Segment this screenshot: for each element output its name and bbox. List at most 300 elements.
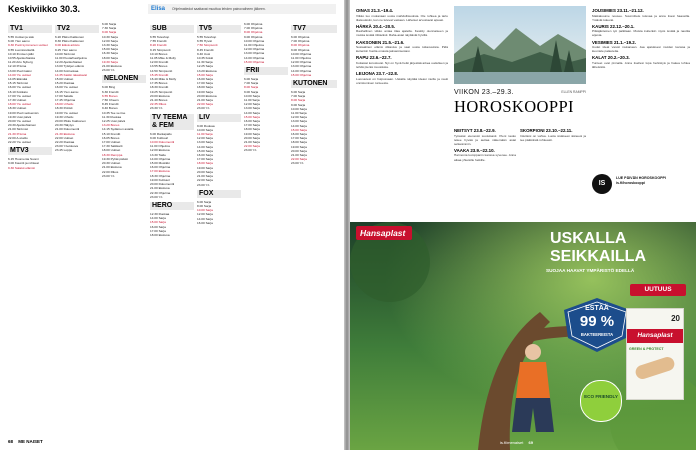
listing-item: 10.00 Sarja	[244, 93, 260, 98]
listing-item: 13.30 Sarja	[102, 43, 118, 48]
listing-item: 19.00 Sarja	[197, 89, 213, 94]
listing-item: 9.30 Puoli kymmenen uutiset	[8, 43, 48, 48]
new-label: UUTUUS	[644, 286, 672, 293]
listing-item: 16.30 Sarja	[102, 51, 118, 56]
sign-title: VESIMIES 21.1.–19.2.	[592, 39, 636, 45]
ad-brand: Hansaplast	[360, 228, 406, 238]
listing-item: 16.00 Yle uutiset	[55, 85, 78, 90]
listing-item: 22.00 Sarja	[197, 178, 213, 183]
product-box-brand-band	[627, 329, 683, 343]
channel-header-tv7: TV7	[291, 25, 337, 33]
listing-item: 22.30 Ohjelma	[150, 190, 171, 195]
elisa-logo: Elisa	[151, 6, 166, 12]
sign-text: Harmonia kumppanin kanssa syvenee. Anna aikaa yhteisille hetkille.	[454, 153, 516, 162]
listing-column-3	[102, 22, 146, 436]
channel-listings-tv1	[8, 35, 52, 144]
sign-title: VAAKA 23.9.–22.10.	[454, 147, 495, 153]
listing-item: 9.25 Ylen aamu	[55, 47, 77, 52]
listing-item: 23.00 Yö	[197, 106, 210, 111]
listing-item: 13.00 Ohjelma	[291, 64, 312, 69]
listing-item: 22.00 Sarja	[291, 157, 307, 162]
notice-text: Ohjelmatiedot saattavat muuttua lehden painovaiheen jälkeen.	[172, 7, 266, 11]
channel-header-kutonen: KUTONEN	[291, 80, 337, 88]
listing-item: 14.50 Simpsonit	[150, 68, 173, 73]
listing-item: 10.00 Ohjelma	[244, 38, 265, 43]
listing-item: 11.30 Ruokaa	[102, 114, 122, 119]
product-brand: Hansaplast	[637, 332, 673, 339]
listing-item: 20.00 Dokumentti	[150, 182, 175, 187]
listing-item: 23.30 Yö	[150, 106, 163, 111]
listing-item: 14.15 Sydämen asialla	[102, 127, 134, 132]
channel-listings-frii	[244, 77, 288, 153]
horoscope-column-middle-b	[520, 126, 586, 218]
listing-item: 17.30 Salkkarit	[102, 144, 123, 149]
listing-item: 11.00 Puutarhaohjelma	[55, 56, 87, 61]
listing-item: 17.35 Bones	[150, 81, 168, 86]
listing-item: 19.30 Uusi päivä	[8, 114, 32, 119]
listing-item: 23.00 Yöelokuva	[55, 144, 78, 149]
listing-item: 15.10 Frendit	[102, 131, 121, 136]
sign-text: Rauhallinen viikko antaa tilaa ajatella. Keskity olennaiseen ja muista levätä riittävästi. Raha-asiat näyttävät hyviltä.	[356, 29, 448, 38]
listing-item: 12.25 Sarja	[197, 64, 213, 69]
listing-item: 6.00 Sarja	[102, 22, 117, 26]
sign-title: RAPU 22.6.–22.7.	[356, 55, 392, 61]
listing-item: 11.00 Sarja	[291, 111, 307, 116]
listing-item: 9.55 Luontoretkellä	[8, 47, 35, 52]
sign-text: Sosiaalinen elämä vilkastuu ja saat uusia tuttavuuksia. Pidä kuitenkin huolta omasta jaksamisestasi.	[356, 45, 448, 54]
listing-item: 17.45 Ohjelma	[55, 98, 76, 103]
channel-header-hero: HERO	[150, 202, 194, 210]
listing-item: 16.00 Sarja	[197, 220, 213, 225]
listing-item: 6.00 Sarja	[244, 77, 259, 82]
sign-text: Tunteet ovat pinnalla. Anna itsellesi lupa herkistyä ja hakea lohtua läheisistä.	[592, 60, 690, 70]
listing-item: 16.00 Ohjelma	[150, 165, 171, 170]
channel-listings-kutonen	[291, 90, 337, 166]
listing-item: 20.00 Yle uutiset	[8, 119, 31, 124]
listing-item: 10.00 Dokumentti	[150, 140, 175, 145]
listing-item: 16.00 Sarja	[150, 224, 166, 229]
listing-item: 22.00 A-studio	[8, 135, 28, 140]
listing-item: 5.55 Uutiset ja sää	[8, 35, 34, 39]
channel-header-fox: FOX	[197, 190, 241, 198]
channel-header-tv2: TV2	[55, 25, 99, 33]
listing-item: 20.00 Elokuva	[197, 93, 217, 98]
listing-item: 16.00 Sarja	[291, 132, 307, 137]
claim-percentage: 99 %	[579, 313, 615, 330]
listing-item: 7.00 Sarja	[244, 81, 259, 86]
listing-item: 7.55 Frendit	[150, 39, 167, 44]
listing-item: 14.00 Sarja	[291, 123, 307, 128]
listing-item: 10.00 Sarja	[197, 127, 213, 132]
listing-item: 18.00 Urheilu	[55, 102, 74, 107]
listing-item: 19.30 Urheilu	[55, 114, 74, 119]
listing-item: 12.00 Sarja	[291, 115, 307, 120]
horoscope-title: HOROSKOOPPI	[454, 97, 574, 116]
page-footer-right	[500, 440, 533, 446]
listing-item: 17.00 Elokuva	[150, 169, 170, 174]
listing-item: 23.00 Yö	[150, 194, 163, 199]
listing-item: 11.00 Ohjelma	[291, 56, 311, 61]
is-logo: IS	[592, 174, 612, 194]
listing-item: 16.10 Kotikatu	[8, 89, 28, 94]
listing-item: 18.00 Elokuva	[150, 232, 170, 237]
listing-item: 12.00 Elokuva	[150, 148, 170, 153]
listing-item: 10.30 Sarja	[102, 34, 118, 39]
listing-item: 9.00 Ruokaa	[197, 123, 215, 128]
listing-item: 15.45 Frendit	[150, 72, 169, 77]
listing-item: 17.00 Sarja	[150, 228, 166, 233]
channel-header-liv: LIV	[197, 114, 241, 122]
sign-text: Luovuutesi on huipussaan. Uskalla näyttää ideasi muille ja nauti onnistumisen tunteesta.	[356, 76, 448, 85]
channel-header-frii: FRII	[244, 67, 288, 75]
listing-item: 20.30 Ajankohtainen	[8, 123, 37, 128]
listing-item: 13.20 Elokuva	[197, 68, 217, 73]
page-number-right: 69	[528, 440, 533, 445]
listing-item: 23.00 Yö	[244, 148, 257, 153]
listing-item: 18.30 Frendit	[150, 85, 169, 90]
listing-item: 11.00 Sarja	[244, 98, 260, 103]
listing-item: 9.00 Ohjelma	[291, 47, 310, 52]
listing-item: 20.30 Hälytys	[55, 123, 74, 128]
listing-item: 15.00 Sarja	[291, 127, 307, 132]
listing-item: 15.00 Sarja	[102, 47, 118, 52]
listing-item: 16.00 Sarja	[197, 77, 213, 82]
horoscope-page	[350, 0, 696, 450]
new-product-badge	[630, 284, 686, 296]
listing-item: 15.00 Ohjelma	[244, 59, 265, 64]
listing-item: 6.00 Rantapallo	[150, 131, 172, 136]
listing-item: 8.20 Frendit	[150, 43, 167, 48]
listing-item: 18.00 Uutiset	[102, 148, 121, 153]
listing-item: 7.00 Ohjelma	[291, 39, 310, 44]
listing-item: 17.00 Sarja	[197, 81, 213, 86]
listing-item: 6.30 Frendit	[102, 89, 119, 94]
listing-item: 6.00 Sarja	[291, 90, 306, 95]
listing-item: 7.00 Ohjelma	[244, 26, 263, 31]
listing-item: 6.00 Ylen aamu	[8, 39, 30, 44]
listing-item: 17.00 Uutiset	[102, 140, 121, 145]
listing-item: 12.00 Ohjelma	[291, 60, 312, 65]
listing-item: 15.00 Musiikki	[150, 161, 170, 166]
listing-item: 21.00 Sarja	[244, 140, 260, 145]
listing-item: 15.00 Sarja	[197, 148, 213, 153]
channel-listings-tv-teema-fem	[150, 132, 194, 199]
listing-item: 10.35 Tee se itse	[102, 110, 126, 115]
channel-listings-tv2	[55, 35, 99, 153]
product-box	[626, 308, 684, 400]
listing-item: 14.00 Sarja	[244, 110, 260, 115]
listing-item: 12.30 Ruokaa	[150, 211, 170, 216]
listing-item: 6.15 Huomenta Suomi	[8, 157, 39, 162]
hansaplast-ad[interactable]	[350, 222, 696, 450]
listing-item: 18.00 Yle uutiset	[8, 102, 31, 107]
channel-listings-tv2-continued	[102, 22, 146, 72]
listing-item: 21.00 Elokuva	[150, 186, 170, 191]
channel-header-sub: SUB	[150, 25, 194, 33]
listing-item: 12.25 Uusi päivä	[102, 119, 126, 124]
listing-item: 19.25 Simpsonit	[150, 89, 173, 94]
listing-item: 9.00 Ohjelma	[244, 34, 263, 39]
sign-text: Uudet ideat vievät mukanaan. Jaa ajatuksesi muiden kanssa ja kuuntele palautetta.	[592, 45, 690, 54]
tv-listings-page	[0, 0, 344, 450]
listing-column-1	[8, 22, 52, 436]
listing-item: 10.35 Kokki	[197, 56, 214, 61]
channel-header-mtv3: MTV3	[8, 147, 52, 155]
listing-item: 13.00 Sarja	[291, 119, 307, 124]
listing-item: 21.40 Bones	[150, 98, 168, 103]
channel-listings-hero	[150, 212, 194, 237]
listing-item: 19.30 Pyhät päivät	[102, 156, 128, 161]
channel-header-tv1: TV1	[8, 25, 52, 33]
eco-friendly-badge	[580, 380, 622, 422]
channel-listings-tv7	[291, 35, 337, 77]
listing-item: 13.55 Bones	[150, 64, 168, 69]
listing-item: 20.30 Uutiset	[102, 161, 121, 166]
listing-item: 11.00 Ohjelma	[150, 144, 170, 149]
listing-item: 14.00 Sarja	[197, 216, 213, 221]
listing-item: 21.00 Sarja	[197, 174, 213, 179]
listing-item: 12.10 Prisma	[8, 64, 27, 69]
channel-listings-liv	[197, 124, 241, 187]
listing-item: 21.00 Sarja	[291, 153, 307, 158]
listing-item: 13.30 Taide	[150, 152, 166, 157]
listing-item: 21.00 Strömsö	[8, 127, 29, 132]
sign-text: Viikko tuo mukanaan uusia mahdollisuuksia. Ole rohkea ja tartu tilaisuuksiin, kun ne tulevat vastaan. Läheiset arvostavat apuasi.	[356, 13, 448, 22]
listing-item: 16.15 Ylen aamu	[55, 89, 79, 94]
listing-item: 6.55 Teleshop	[150, 35, 170, 39]
product-line: GREEN & PROTECT	[629, 347, 664, 351]
listing-item: 9.40 Bones	[102, 106, 118, 111]
listing-item: 14.00 Sarja	[150, 216, 166, 221]
listing-item: 18.00 Sarja	[197, 161, 213, 166]
listing-item: 14.05 Elämää	[8, 77, 28, 82]
listing-item: 14.00 Sarja	[197, 144, 213, 149]
listing-item: 6.00 Ohjelma	[291, 35, 310, 39]
listing-item: 6.55 Bones	[102, 93, 118, 98]
sign-title: JOUSIMIES 23.11.–21.12.	[592, 8, 644, 13]
listing-item: 23.00 Yö	[102, 68, 115, 73]
ad-subline: SUOJAA HAAVAT YMPÄRISTÖ EDELLÄ	[546, 268, 635, 273]
listing-item: 9.00 Kauniit ja rohkeat	[8, 161, 39, 166]
channel-listings-fox	[197, 200, 241, 225]
listing-item: 22.00 Rikos	[102, 169, 119, 174]
listing-item: 19.30 Sarja	[102, 59, 118, 64]
listing-item: 8.00 Ohjelma	[244, 30, 263, 35]
listing-item: 10.55 Ajankohtaista	[8, 56, 36, 61]
listing-item: 9.15 Simpsonit	[150, 47, 171, 52]
page-footer-left	[8, 439, 43, 445]
listing-item: 12.00 Sarja	[244, 102, 260, 107]
listing-item: 19.00 Sarja	[291, 144, 307, 149]
horoscope-column-right	[592, 6, 690, 166]
listing-item: 15.00 Sarja	[150, 220, 166, 225]
sign-text: Pitkäjänteinen työ palkitaan. Muista kuitenkin myös levätä ja nauttia arjesta.	[592, 29, 690, 38]
ad-headline: USKALLA SEIKKAILLA	[550, 230, 646, 265]
listing-item: 14.35 Kaikki rakastavat	[55, 72, 87, 77]
listing-item: 10.00 Strömsö	[55, 51, 76, 56]
listing-item: 16.40 Mike & Molly	[150, 77, 177, 82]
landscape-photo	[454, 6, 586, 84]
sign-text: Työasiat etenevät suotuisasti. Pieni tauko tekee hyvää ja auttaa näkemään asiat selkeämmin.	[454, 133, 516, 146]
listing-item: 12.00 Ohjelma	[244, 47, 265, 52]
promo-text: LUE PÄIVÄN HOROSKOOPPI is.fi/horoskooppi	[616, 176, 666, 185]
sign-title: LEIJONA 23.7.–22.8.	[356, 71, 399, 77]
listing-item: 6.20 Pikku Kakkonen	[55, 35, 85, 39]
listing-item: 8.45 Frendit	[197, 47, 214, 52]
sign-text: Intuitiosi on vahva. Luota sisäiseen ääneesi ja tee päätöksiä rohkeasti.	[520, 133, 586, 142]
listing-item: 9.00 Sarja	[291, 102, 306, 107]
ad-brand-banner	[356, 226, 412, 240]
listing-item: 15.00 Sarja	[197, 72, 213, 77]
listing-item: 17.00 Sarja	[197, 157, 213, 162]
listing-item: 17.30 Uutiset	[8, 98, 27, 103]
listing-item: 23.45 Loppu	[55, 148, 73, 153]
listing-item: 18.00 Sarja	[291, 140, 307, 145]
listing-item: 18.30 Poliisit	[55, 106, 73, 111]
listing-item: 15.00 Sarja	[244, 114, 260, 119]
page-number-left: 68	[8, 439, 14, 444]
listing-item: 12.00 Frendit	[150, 60, 169, 65]
listing-item: 19.00 Sarja	[197, 165, 213, 170]
listing-item: 21.00 Dokumentti	[55, 127, 80, 132]
channel-listings-mtv3	[8, 157, 52, 170]
claim-top: ESTÄÄ	[585, 305, 609, 312]
listing-item: 13.00 Sarja	[197, 140, 213, 145]
channel-listings-tv5	[197, 35, 241, 111]
listing-item: 12.00 Sarja	[197, 136, 213, 141]
channel-header-tv5: TV5	[197, 25, 241, 33]
listing-item: 10.00 Sarja	[197, 208, 213, 213]
listing-item: 13.00 Puoli kaksi	[8, 68, 32, 73]
listing-item: 16.00 Sarja	[197, 153, 213, 158]
page-title: Keskiviikko 30.3.	[8, 4, 81, 14]
listing-item: 9.00 Elävä arkisto	[55, 43, 80, 48]
listing-item: 9.00 Sarja	[244, 89, 259, 94]
channel-listings-tv5-continued	[244, 22, 288, 64]
listing-item: 7.30 Sarja	[102, 26, 117, 31]
listing-item: 14.00 Ohjelma	[244, 55, 265, 60]
listing-item: 14.00 Kotiruokaa	[55, 68, 79, 73]
listing-item: 17.00 Yle uutiset	[8, 93, 31, 98]
listing-item: 11.30 Sarja	[197, 60, 213, 65]
listing-item: 22.00 Sarja	[197, 102, 213, 107]
listing-item: 11.20 Arto Nyberg	[8, 60, 33, 65]
listing-item: 16.00 Yle uutiset	[8, 85, 31, 90]
listing-item: 22.20 Ruokaa	[55, 140, 75, 145]
listing-item: 8.45 Frendit	[102, 102, 119, 107]
listing-item: 12.20 Ajankohtaiset	[55, 60, 83, 65]
listing-column-4	[150, 22, 194, 436]
sign-text: Kotiasiat korostuvat. Nyt on hyvä hetki järjestää arkea uudelleen ja tehdä pieniä muutoksia.	[356, 60, 448, 70]
listing-item: 18.00 Sarja	[197, 85, 213, 90]
listing-item: 15.15 Strömsö	[8, 81, 29, 86]
claim-bottom: BAKTEEREISTA	[580, 332, 614, 337]
listing-item: 17.00 Sarja	[291, 136, 307, 141]
site-url: is.fi/menaiset	[500, 440, 524, 445]
listing-column-6	[244, 22, 288, 436]
listing-item: 22.35 Rikos	[150, 102, 167, 107]
listing-item: 18.30 Ohjelma	[150, 173, 171, 178]
listing-item: 21.30 Prisma	[8, 131, 27, 136]
listing-item: 6.55 Hyvät	[197, 39, 212, 44]
listing-item: 9.40 Uusi	[197, 51, 211, 56]
listing-item: 21.30 Elokuva	[55, 131, 75, 136]
listing-item: 10.00 Ohjelma	[291, 51, 312, 56]
listing-item: 12.00 Sarja	[197, 212, 213, 217]
listing-item: 9.00 Sarja	[102, 30, 117, 35]
sign-text: Matkakuume nousee. Suunnittele tulevaa ja anna itsesi haaveilla. Ystävät tukevat.	[592, 13, 690, 22]
sign-title: KALAT 20.2.–20.3.	[592, 55, 630, 61]
listing-item: 20.00 Sarja	[244, 135, 260, 140]
listing-item: 12.00 Sarja	[102, 38, 118, 43]
listing-item: 14.00 Yle uutiset	[8, 72, 31, 77]
listing-item: 13.20 Bones	[102, 123, 120, 128]
listing-item: 20.00 Pikku Kakkonen	[55, 119, 86, 124]
listing-item: 11.00 Ohjelma	[244, 43, 264, 48]
listing-item: 18.00 Sarja	[102, 55, 118, 60]
listing-item: 21.00 Elokuva	[102, 64, 122, 69]
horoscope-column-middle-a	[454, 126, 516, 218]
listing-item: 13.00 Sarja	[244, 106, 260, 111]
listing-item: 23.00 Yö	[102, 173, 115, 178]
listing-item: 20.00 Elokuva	[150, 93, 170, 98]
listing-item: 19.00 Puoli seitsemän	[8, 110, 39, 115]
listing-item: 14.00 Ohjelma	[291, 68, 312, 73]
listing-item: 8.00 Sarja	[197, 203, 212, 208]
listing-item: 10.10 Ihmisen jälki	[8, 51, 34, 56]
listing-item: 8.00 Sarja	[291, 98, 306, 103]
listing-item: 19.00 Kulttuuri	[150, 177, 170, 182]
sign-title: OINAS 21.3.–19.4.	[356, 8, 394, 13]
product-plaster-illustration	[634, 355, 676, 381]
listing-item: 11.00 Sarja	[197, 132, 213, 137]
listing-item: 5.55 Teleshop	[197, 35, 217, 39]
listing-item: 15.00 Ohjelma	[291, 72, 312, 77]
product-count: 20	[671, 314, 680, 323]
listing-item: 10.10 Bones	[150, 51, 168, 56]
listing-item: 20.00 Sarja	[197, 169, 213, 174]
listing-item: 7.00 Sarja	[291, 94, 306, 99]
listing-item: 18.30 Uutiset	[8, 106, 27, 111]
horoscope-column-left	[356, 6, 448, 216]
listing-item: 7.50 Simpsonit	[197, 43, 218, 48]
listing-item: 23.00 Yö	[197, 182, 210, 187]
listing-item: 8.00 Sarja	[244, 85, 259, 90]
listing-column-7	[291, 22, 337, 436]
listing-item: 17.00 Sarja	[244, 123, 260, 128]
week-label: VIIKON 23.–29.3.	[454, 89, 514, 96]
listing-item: 6.00 Ohjelma	[244, 22, 263, 26]
listing-item: 21.00 Elokuva	[102, 165, 122, 170]
program-notice-banner	[148, 4, 336, 14]
listing-item: 22.00 Uutiset	[55, 135, 74, 140]
channel-listings-nelonen	[102, 85, 146, 177]
listing-item: 15.00 Uutiset	[55, 77, 74, 82]
sign-title: SKORPIONI 23.10.–22.11.	[520, 128, 573, 133]
listing-item: 18.30 Remppa	[102, 152, 123, 157]
listing-item: 23.00 Yö	[291, 161, 304, 166]
listing-item: 22.00 Sarja	[244, 144, 260, 149]
listing-item: 16.05 Bones	[102, 135, 120, 140]
listing-item: 9.30 Salatut elämät	[8, 165, 35, 170]
listing-item: 11.05 Mike & Molly	[150, 56, 176, 61]
channel-header-nelonen: NELONEN	[102, 75, 146, 83]
sign-title: KAKSONEN 21.5.–21.6.	[356, 39, 405, 45]
daily-horoscope-promo[interactable]	[592, 172, 690, 198]
listing-item: 6.00 Bing	[102, 85, 116, 90]
listing-item: 16.00 Sarja	[244, 119, 260, 124]
eco-label: ECO FRIENDLY	[584, 394, 618, 399]
